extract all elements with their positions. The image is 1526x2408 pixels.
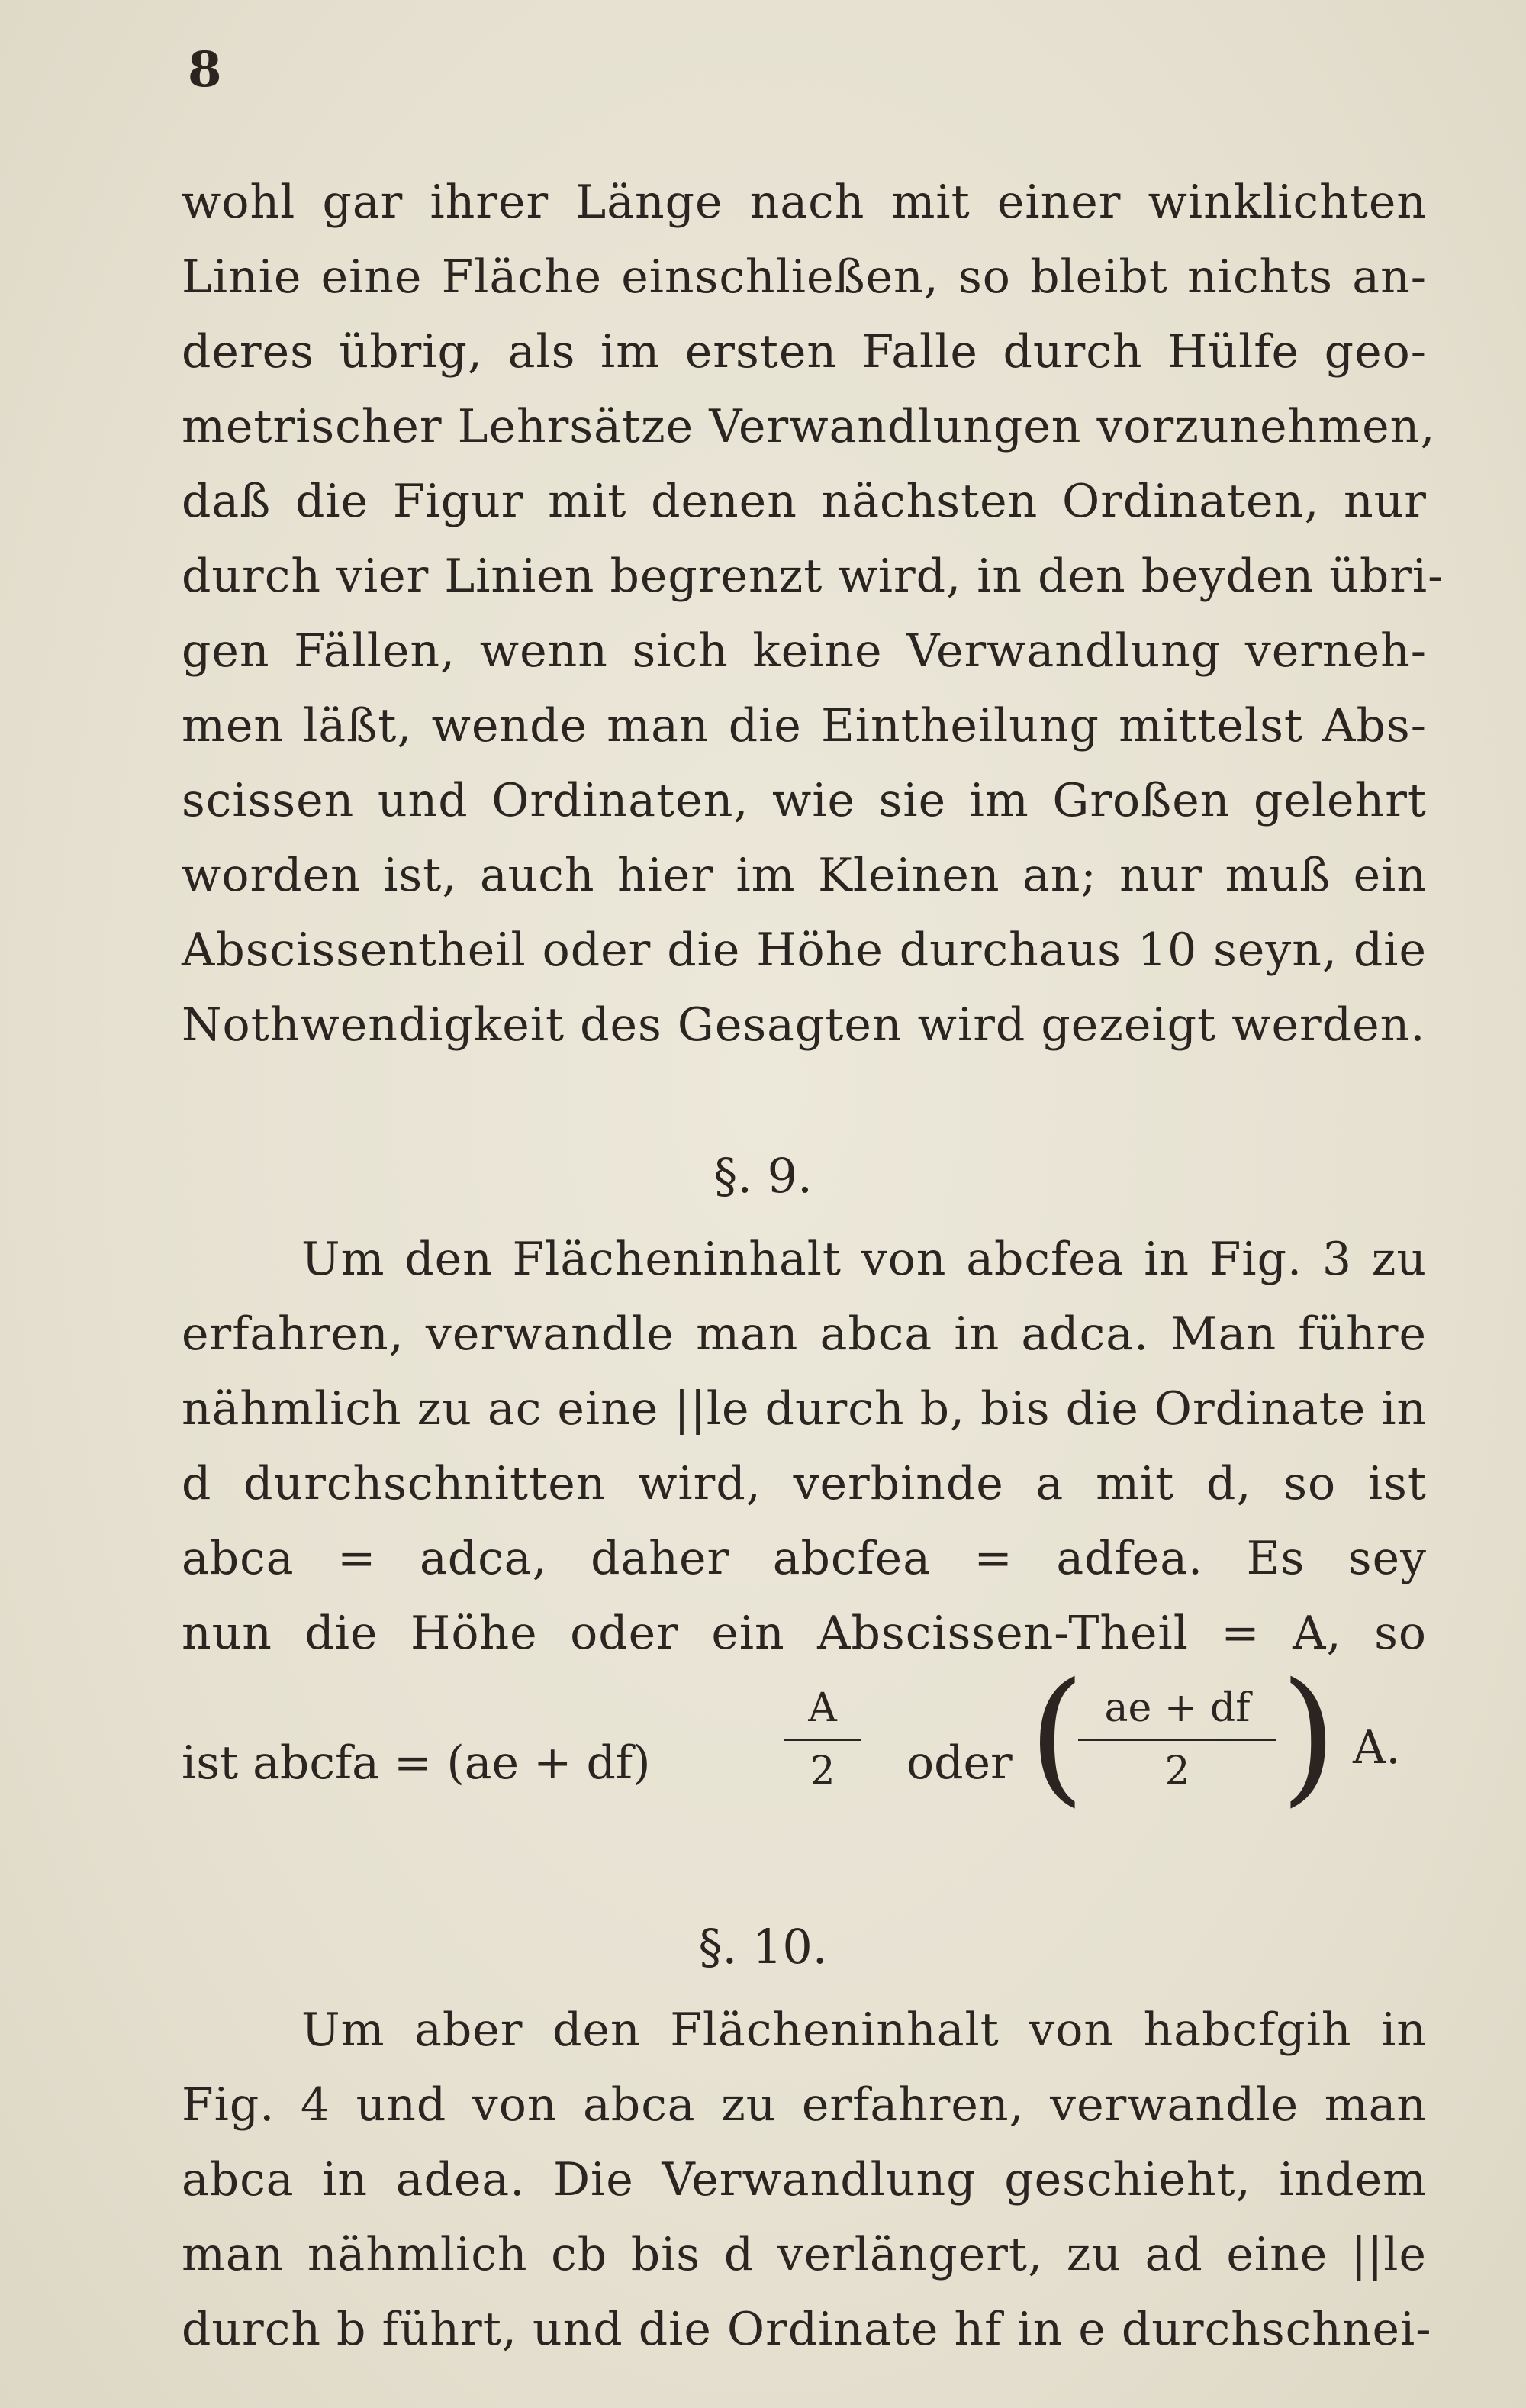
text-line: Um den Flächeninhalt von abcfea in Fig. 3 zu: [301, 1233, 1427, 1286]
page-number: 8: [188, 41, 222, 98]
text-line: wohl gar ihrer Länge nach mit einer winklichten: [182, 176, 1427, 229]
text-line: worden ist, auch hier im Kleinen an; nur muß ein: [182, 849, 1427, 902]
formula: [182, 1652, 1433, 1832]
fraction-sum-over-2: [1078, 1685, 1276, 1794]
section-heading-10: §. 10.: [698, 1919, 828, 1974]
formula-oder: oder: [906, 1736, 1013, 1790]
text-line: scissen und Ordinaten, wie sie im Großen gelehrt: [182, 774, 1427, 827]
text-line: Linie eine Fläche einschließen, so bleibt nichts an-: [182, 250, 1427, 304]
fraction-bar: [1078, 1739, 1276, 1741]
text-line: daß die Figur mit denen nächsten Ordinaten, nur: [182, 475, 1427, 528]
fraction-denominator: 2: [1164, 1749, 1190, 1794]
section-heading-9: §. 9.: [713, 1148, 813, 1204]
text-line: metrischer Lehrsätze Verwandlungen vorzunehmen,: [182, 400, 1436, 453]
fraction-denominator: 2: [810, 1749, 835, 1794]
text-line: abca = adca, daher abcfea = adfea. Es sey: [182, 1532, 1427, 1585]
text-line: Abscissentheil oder die Höhe durchaus 10 seyn, die: [182, 924, 1427, 977]
text-line: Fig. 4 und von abca zu erfahren, verwandle man: [182, 2078, 1427, 2132]
text-line: Um aber den Flächeninhalt von habcfgih in: [301, 2003, 1427, 2057]
text-line: gen Fällen, wenn sich keine Verwandlung verneh-: [182, 624, 1427, 678]
left-paren: (: [1029, 1652, 1086, 1820]
fraction-numerator: A: [808, 1685, 837, 1731]
fraction-bar: [784, 1739, 861, 1741]
text-line: abca in adea. Die Verwandlung geschieht, indem: [182, 2153, 1427, 2207]
text-line: nun die Höhe oder ein Abscissen-Theil = A, so: [182, 1607, 1427, 1660]
formula-tail: A.: [1353, 1721, 1401, 1775]
right-paren: ): [1280, 1652, 1338, 1820]
text-line: men läßt, wende man die Eintheilung mittelst Abs-: [182, 699, 1427, 753]
fraction-a-over-2: [784, 1685, 861, 1794]
text-line: Nothwendigkeit des Gesagten wird gezeigt werden.: [182, 998, 1426, 1052]
text-line: nähmlich zu ac eine ||le durch b, bis die Ordinate in: [182, 1382, 1428, 1436]
text-line: erfahren, verwandle man abca in adca. Man führe: [182, 1307, 1427, 1361]
text-line: durch vier Linien begrenzt wird, in den beyden übri-: [182, 550, 1444, 603]
formula-lead: ist abcfa = (ae + df): [182, 1736, 651, 1790]
text-line: durch b führt, und die Ordinate hf in e durchschnei-: [182, 2303, 1432, 2356]
text-line: deres übrig, als im ersten Falle durch Hülfe geo-: [182, 325, 1427, 379]
text-line: man nähmlich cb bis d verlängert, zu ad eine ||le: [182, 2228, 1427, 2281]
text-line: d durchschnitten wird, verbinde a mit d, so ist: [182, 1457, 1427, 1510]
fraction-numerator: ae + df: [1104, 1685, 1251, 1731]
